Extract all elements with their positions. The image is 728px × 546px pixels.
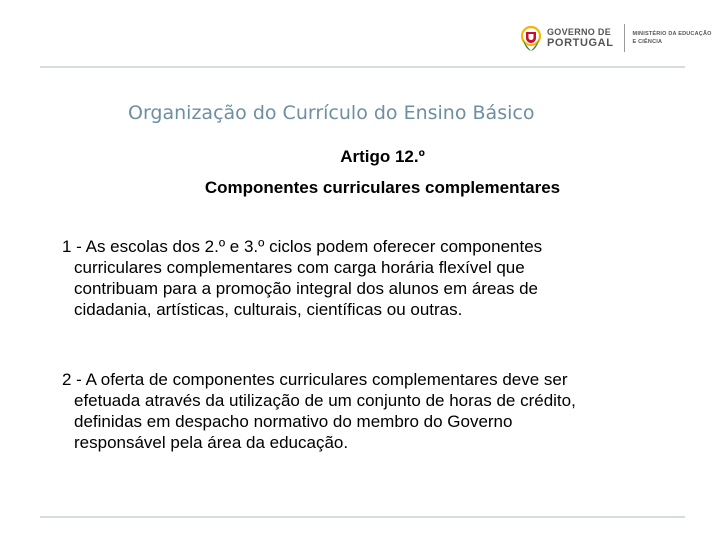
article-number: Artigo 12.º [340, 147, 425, 166]
paragraph-line: responsável pela área da educação. [74, 433, 349, 452]
government-name [547, 27, 614, 49]
paragraph-line: curriculares complementares com carga horária flexível que [74, 258, 525, 277]
paragraph-line: cidadania, artísticas, culturais, científicas ou outras. [74, 300, 463, 319]
government-logo [520, 22, 712, 54]
top-divider [40, 66, 685, 68]
slide-title: Organização do Currículo do Ensino Básico [128, 102, 535, 124]
ministry-name [633, 30, 712, 46]
paragraph-line: definidas em despacho normativo do membro do Governo [74, 412, 513, 431]
ministry-line-1: MINISTÉRIO DA EDUCAÇÃO [632, 31, 712, 37]
gov-line-1: GOVERNO DE [547, 27, 612, 37]
ministry-line-2: E CIÊNCIA [632, 39, 663, 45]
article-subtitle: Componentes curriculares complementares [204, 178, 561, 197]
paragraph-line: 1 - As escolas dos 2.º e 3.º ciclos podem oferecer componentes [62, 237, 543, 256]
logo-divider [624, 24, 625, 52]
bottom-divider [40, 516, 685, 518]
paragraph-line: contribuam para a promoção integral dos alunos em áreas de [74, 279, 538, 298]
paragraph-line: 2 - A oferta de componentes curriculares complementares deve ser [62, 370, 568, 389]
paragraph-1 [62, 236, 692, 320]
paragraph-line: efetuada através da utilização de um conjunto de horas de crédito, [74, 391, 576, 410]
portugal-emblem-icon [520, 23, 542, 53]
paragraph-2 [62, 369, 692, 453]
gov-line-2: PORTUGAL [547, 37, 614, 49]
